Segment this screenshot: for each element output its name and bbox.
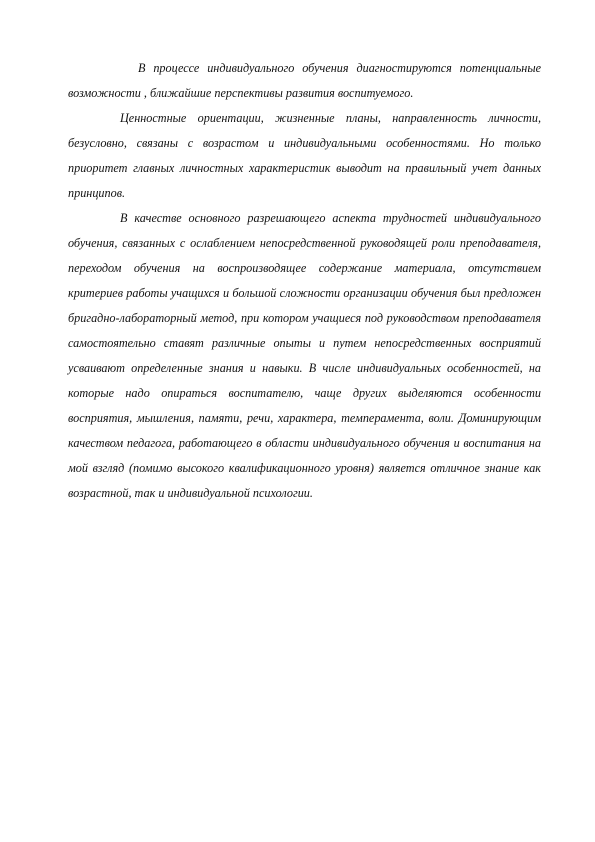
paragraph-1: В процессе индивидуального обучения диагностируются потенциальные возможности , ближайшие перспективы развития воспитуемого. — [68, 61, 541, 100]
paragraph-3: В качестве основного разрешающего аспекта трудностей индивидуального обучения, связанных с ослаблением непосредственной руководящей роли преподавателя, переходом обучения на воспроизводящее содержание материала, отсутствием критериев работы учащихся и большой сложности организации обучения был предложен бригадно-лабораторный метод, при котором учащиеся под руководством преподавателя самостоятельно ставят различные опыты и путем непосредственных восприятий усваивают определенные знания и навыки. В числе индивидуальных особенностей, на которые надо опираться воспитателю, чаще других выделяются особенности восприятия, мышления, памяти, речи, характера, темперамента, воли. Доминирующим качеством педагога, работающего в области индивидуального обучения и воспитания на мой взгляд (помимо высокого квалификационного уровня) является отличное знание как возрастной, так и индивидуальной психологии. — [68, 211, 541, 500]
paragraph-2: Ценностные ориентации, жизненные планы, направленность личности, безусловно, связаны с возрастом и индивидуальными особенностями. Но только приоритет главных личностных характеристик выводит на правильный учет данных принципов. — [68, 111, 541, 200]
